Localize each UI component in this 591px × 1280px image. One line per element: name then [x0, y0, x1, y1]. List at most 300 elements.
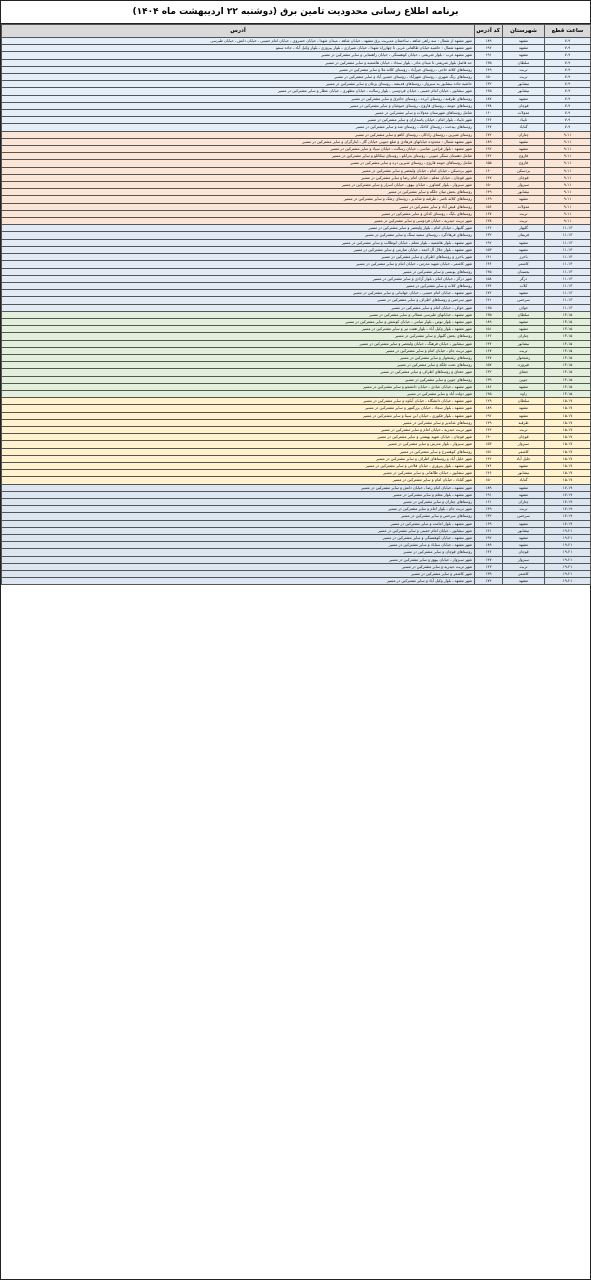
- cell-address: شهر نیشابور ـ خیابان فرهنگ ـ خیابان ولیعصر و سایر مشترکین در مسیر: [2, 340, 475, 347]
- cell-city: بردسکن: [503, 167, 545, 174]
- cell-address: شهر مشهد ـ بلوار جلال آل احمد ـ خیابان صارمی و سایر مشترکین در مسیر: [2, 246, 475, 253]
- table-row: [2, 448, 591, 455]
- cell-time: ۹-۱۱: [545, 153, 591, 160]
- cell-city: مشهد: [503, 290, 545, 297]
- table-row: [2, 462, 591, 469]
- cell-code: ۱۳۹: [475, 571, 503, 578]
- cell-address: شهر تربت حیدریه و سایر مشترکین در مسیر: [2, 563, 475, 570]
- cell-address: روستاهای چناران و سایر مشترکین در مسیر: [2, 499, 475, 506]
- cell-code: ۱۴۱: [475, 297, 503, 304]
- cell-time: ۱۱-۱۳: [545, 290, 591, 297]
- cell-code: ۱۶۰: [475, 167, 503, 174]
- cell-address: روستاهای بخش گلبهار و سایر مشترکین در مسیر: [2, 333, 475, 340]
- table-row: [2, 138, 591, 145]
- table-row: [2, 66, 591, 73]
- table-row: [2, 153, 591, 160]
- cell-time: ۷-۹: [545, 124, 591, 131]
- cell-code: ۱۴۲: [475, 455, 503, 462]
- cell-address: روستاهای کلاته ناصر ـ طرقبه و شاندیز ـ روستای زشک و سایر مشترکین در مسیر: [2, 196, 475, 203]
- cell-time: ۱۱-۱۳: [545, 254, 591, 261]
- cell-address: شهر بردسکن ـ خیابان امام ـ خیابان ولیعصر و سایر مشترکین در مسیر: [2, 167, 475, 174]
- table-row: [2, 210, 591, 217]
- cell-address: حد فاصل بلوار شریعتی تا میدان مادر ـ بلوار سجاد ـ خیابان هاشمیه و سایر مشترکین در مسیر: [2, 59, 475, 66]
- cell-code: ۱۴۵: [475, 390, 503, 397]
- cell-code: ۱۶۰: [475, 110, 503, 117]
- cell-address: شهر مشهد ـ بلوار فکوری ـ خیابان ابن سینا و سایر مشترکین در مسیر: [2, 412, 475, 419]
- cell-address: شهر مشهد ـ خیابان کوهسنگی و سایر مشترکین در مسیر: [2, 535, 475, 542]
- cell-time: ۷-۹: [545, 88, 591, 95]
- cell-city: مه‌ولات: [503, 110, 545, 117]
- table-row: [2, 254, 591, 261]
- cell-city: مشهد: [503, 484, 545, 491]
- table-row: [2, 527, 591, 534]
- cell-time: ۹-۱۱: [545, 146, 591, 153]
- table-row: [2, 347, 591, 354]
- table-row: [2, 131, 591, 138]
- cell-code: ۱۶۹: [475, 196, 503, 203]
- cell-code: ۱۵۶: [475, 203, 503, 210]
- cell-city: چناران: [503, 333, 545, 340]
- cell-code: ۱۵۵: [475, 160, 503, 167]
- cell-city: گناباد: [503, 124, 545, 131]
- table-row: [2, 455, 591, 462]
- cell-city: مشهد: [503, 578, 545, 585]
- cell-address: شهر مشهد : بلوار فرامرز عباسی ـ خیابان رسالت ـ خیابان سپاد و سایر مشترکین در مسیر: [2, 146, 475, 153]
- table-header-row: [2, 25, 591, 38]
- cell-address: شهر مشهد ـ بلوار پیروزی ـ خیابان فلاحی و سایر مشترکین در مسیر: [2, 462, 475, 469]
- cell-city: تربت: [503, 218, 545, 225]
- cell-time: ۱۵-۱۷: [545, 398, 591, 405]
- cell-code: ۱۳۶: [475, 117, 503, 124]
- cell-address: حاشیه جاده نیشابور به سبزوار ـ روستاهای فدیشه ـ روستای بزغان و سایر مشترکین در مسیر: [2, 81, 475, 88]
- table-row: [2, 167, 591, 174]
- cell-address: شهر کاشمر و سایر مشترکین در مسیر: [2, 571, 475, 578]
- table-row: [2, 470, 591, 477]
- cell-address: شهر مشهد ـ خیابان سناباد و سایر مشترکین در مسیر: [2, 542, 475, 549]
- cell-city: رشتخوار: [503, 354, 545, 361]
- cell-address: شهر تربت جام ـ خیابان امام و سایر مشترکین در مسیر: [2, 347, 475, 354]
- cell-city: مشهد: [503, 405, 545, 412]
- cell-city: مشهد: [503, 326, 545, 333]
- cell-code: ۱۴۳: [475, 563, 503, 570]
- cell-code: ۱۳۸: [475, 218, 503, 225]
- table-row: [2, 225, 591, 232]
- cell-address: شهر مشهد از شمال : سه راهی شاهد ـ ساختمان مدیریت برق مشهد ـ خیابان شاهد ـ میدان شهدا ـ خیابان خسروی ـ خیابان امام خمینی ـ خیابان دانش ـ خیابان طبرسی: [2, 38, 475, 45]
- cell-city: مشهد: [503, 542, 545, 549]
- cell-city: فاروج: [503, 160, 545, 167]
- cell-code: ۱۳۸: [475, 102, 503, 109]
- cell-code: ۱۸۹: [475, 542, 503, 549]
- cell-address: روستاهای تخت جلگه و سایر مشترکین در مسیر: [2, 362, 475, 369]
- table-row: [2, 556, 591, 563]
- table-row: [2, 268, 591, 275]
- cell-address: شهر سبزوار ـ بلوار مدرس و سایر مشترکین در مسیر: [2, 441, 475, 448]
- cell-city: سرخس: [503, 513, 545, 520]
- cell-code: ۱۷۴: [475, 578, 503, 585]
- cell-city: زاوه: [503, 390, 545, 397]
- cell-city: باخرز: [503, 254, 545, 261]
- cell-code: ۱۷۲: [475, 131, 503, 138]
- cell-address: روستاهای بیدخت ـ روستای کاخک ـ روستای مند و سایر مشترکین در مسیر: [2, 124, 475, 131]
- cell-code: ۱۴۹: [475, 66, 503, 73]
- cell-code: ۱۸۶: [475, 383, 503, 390]
- outage-table: [1, 24, 591, 585]
- cell-address: شهر سبزوار ـ خیابان بیهق و سایر مشترکین در مسیر: [2, 556, 475, 563]
- cell-code: ۱۴۵: [475, 88, 503, 95]
- cell-city: تربت: [503, 66, 545, 73]
- cell-address: روستاهای طرقبه ـ روستای ابرده ـ روستای جاغرق و سایر مشترکین در مسیر: [2, 95, 475, 102]
- cell-time: ۱۵-۱۷: [545, 405, 591, 412]
- cell-city: سرخس: [503, 297, 545, 304]
- cell-time: ۱۱-۱۳: [545, 268, 591, 275]
- cell-city: خواف: [503, 304, 545, 311]
- cell-city: مشهد: [503, 246, 545, 253]
- cell-city: مشهد: [503, 95, 545, 102]
- cell-code: ۱۳۶: [475, 549, 503, 556]
- cell-address: روستای شیرین ـ روستای رادکان ـ روستای کاهو و سایر مشترکین در مسیر: [2, 131, 475, 138]
- table-row: [2, 333, 591, 340]
- cell-city: قوچان: [503, 549, 545, 556]
- cell-code: ۱۸۹: [475, 38, 503, 45]
- table-row: [2, 542, 591, 549]
- cell-city: نیشابور: [503, 189, 545, 196]
- cell-time: ۱۳-۱۵: [545, 369, 591, 376]
- cell-code: ۱۴۱: [475, 254, 503, 261]
- cell-code: ۱۳۲: [475, 232, 503, 239]
- table-row: [2, 95, 591, 102]
- cell-code: ۱۶۵: [475, 304, 503, 311]
- table-row: [2, 110, 591, 117]
- cell-address: شهر گلبهار ـ خیابان امام ـ بلوار ولیعصر و سایر مشترکین در مسیر: [2, 225, 475, 232]
- table-body: [2, 38, 591, 585]
- cell-code: ۱۶۱: [475, 499, 503, 506]
- table-row: [2, 239, 591, 246]
- cell-address: شهر مشهد شمال : محدوده خیابانهای فرهادی و ضلع جنوبی خیابان گاز ـ ایثارگران و سایر مشترکین در مسیر: [2, 138, 475, 145]
- cell-code: ۱۶۹: [475, 520, 503, 527]
- cell-address: روستاهای زنگ شهری ـ روستای شهرآباد ـ روستای حسین آباد و سایر مشترکین در مسیر: [2, 74, 475, 81]
- cell-address: شهر دولت آباد و سایر مشترکین در مسیر: [2, 390, 475, 397]
- cell-code: ۱۹۲: [475, 146, 503, 153]
- cell-time: ۱۳-۱۵: [545, 383, 591, 390]
- table-row: [2, 405, 591, 412]
- cell-time: ۱۵-۱۷: [545, 434, 591, 441]
- cell-time: ۱۵-۱۷: [545, 441, 591, 448]
- cell-code: ۱۹۱: [475, 52, 503, 59]
- cell-time: ۱۳-۱۵: [545, 390, 591, 397]
- cell-address: روستاهای بخش میان جلگه و سایر مشترکین در مسیر: [2, 189, 475, 196]
- table-row: [2, 362, 591, 369]
- cell-time: ۱۹-۲۱: [545, 556, 591, 563]
- cell-address: روستاهای کوهسرخ و سایر مشترکین در مسیر: [2, 448, 475, 455]
- cell-code: ۱۶۷: [475, 210, 503, 217]
- table-row: [2, 246, 591, 253]
- cell-city: فریمان: [503, 232, 545, 239]
- cell-city: فاروج: [503, 153, 545, 160]
- page-title: برنامه اطلاع رسانی محدودیت تامین برق (دوشنبه ۲۲ اردیبهشت ماه ۱۴۰۴): [1, 1, 590, 24]
- cell-time: ۱۳-۱۵: [545, 340, 591, 347]
- cell-address: شهر تربت جام ـ بلوار امام و سایر مشترکین در مسیر: [2, 506, 475, 513]
- cell-city: مشهد: [503, 383, 545, 390]
- table-row: [2, 412, 591, 419]
- cell-time: ۱۳-۱۵: [545, 333, 591, 340]
- cell-address: روستاهای جوین و سایر مشترکین در مسیر: [2, 376, 475, 383]
- cell-time: ۱۹-۲۱: [545, 535, 591, 542]
- cell-city: مشهد: [503, 462, 545, 469]
- cell-address: روستاهای بایگ ـ روستای کدکن و سایر مشترکین در مسیر: [2, 210, 475, 217]
- cell-city: مشهد: [503, 412, 545, 419]
- cell-city: کاشمر: [503, 448, 545, 455]
- cell-city: درگز: [503, 275, 545, 282]
- cell-city: سلطان: [503, 311, 545, 318]
- cell-time: ۹-۱۱: [545, 138, 591, 145]
- cell-city: تربت: [503, 426, 545, 433]
- table-row: [2, 398, 591, 405]
- cell-address: روستاهای فرهادگرد ـ روستای سفید سنگ و سایر مشترکین در مسیر: [2, 232, 475, 239]
- table-row: [2, 506, 591, 513]
- cell-time: ۹-۱۱: [545, 189, 591, 196]
- cell-city: تربت: [503, 563, 545, 570]
- cell-code: ۱۳۲: [475, 369, 503, 376]
- cell-city: کاشمر: [503, 571, 545, 578]
- cell-time: ۱۳-۱۵: [545, 318, 591, 325]
- cell-address: شهر مشهد ـ خیابان دانشگاه ـ خیابان آبکوه و سایر مشترکین در مسیر: [2, 398, 475, 405]
- cell-city: چناران: [503, 131, 545, 138]
- cell-time: ۷-۹: [545, 81, 591, 88]
- cell-city: تایباد: [503, 117, 545, 124]
- cell-code: ۱۸۷: [475, 95, 503, 102]
- table-row: [2, 354, 591, 361]
- cell-time: ۱۱-۱۳: [545, 282, 591, 289]
- cell-time: ۱۹-۲۱: [545, 563, 591, 570]
- cell-time: ۱۹-۲۱: [545, 578, 591, 585]
- cell-address: شامل دهستان سنگر جنوبی ـ روستای بدرانلو ـ روستای تیتکانلو و سایر مشترکین در مسیر: [2, 153, 475, 160]
- cell-city: سبزوار: [503, 182, 545, 189]
- table-row: [2, 318, 591, 325]
- cell-code: ۱۴۹: [475, 189, 503, 196]
- cell-address: شهر جغتای و روستاهای اطراف و سایر مشترکین در مسیر: [2, 369, 475, 376]
- cell-time: ۱۷-۱۹: [545, 513, 591, 520]
- table-row: [2, 491, 591, 498]
- table-row: [2, 441, 591, 448]
- cell-address: شهر قوچان ـ خیابان معلم ـ خیابان امام رضا و سایر مشترکین در مسیر: [2, 174, 475, 181]
- cell-address: روستاهای سرخس و سایر مشترکین در مسیر: [2, 513, 475, 520]
- cell-code: ۱۴۰: [475, 434, 503, 441]
- cell-city: گناباد: [503, 477, 545, 484]
- table-row: [2, 563, 591, 570]
- cell-city: سلطان: [503, 59, 545, 66]
- table-row: [2, 340, 591, 347]
- cell-address: شهر خواف ـ خیابان امام و سایر مشترکین در مسیر: [2, 304, 475, 311]
- cell-code: ۱۴۱: [475, 527, 503, 534]
- cell-code: ۱۴۹: [475, 419, 503, 426]
- cell-time: ۹-۱۱: [545, 167, 591, 174]
- cell-code: ۱۳۵: [475, 59, 503, 66]
- cell-city: کاشمر: [503, 261, 545, 268]
- cell-time: ۱۱-۱۳: [545, 239, 591, 246]
- cell-time: ۹-۱۱: [545, 160, 591, 167]
- cell-address: شهر سبزوار ـ بلوار کشاورز ـ خیابان بیهق ـ خیابان اسرار و سایر مشترکین در مسیر: [2, 182, 475, 189]
- table-row: [2, 383, 591, 390]
- cell-address: شهر مشهد ـ بلوار سجاد ـ خیابان بزرگمهر و سایر مشترکین در مسیر: [2, 405, 475, 412]
- cell-code: ۱۹۲: [475, 535, 503, 542]
- cell-city: چناران: [503, 499, 545, 506]
- cell-address: روستاهای یونسی و سایر مشترکین در مسیر: [2, 268, 475, 275]
- cell-time: ۱۷-۱۹: [545, 520, 591, 527]
- cell-code: ۱۵۰: [475, 74, 503, 81]
- table-row: [2, 74, 591, 81]
- cell-address: شهر تایباد ـ بلوار امام ـ خیابان پاسداران و سایر مشترکین در مسیر: [2, 117, 475, 124]
- cell-time: ۱۱-۱۳: [545, 261, 591, 268]
- header-code: کد آدرس: [475, 25, 503, 38]
- cell-code: ۱۶۷: [475, 347, 503, 354]
- cell-address: شهر گناباد ـ خیابان امام و سایر مشترکین در مسیر: [2, 477, 475, 484]
- cell-address: شهر مشهد ـ بلوار وکیل آباد و سایر مشترکین در مسیر: [2, 578, 475, 585]
- cell-time: ۱۳-۱۵: [545, 326, 591, 333]
- cell-address: روستاهای فیض آباد و سایر مشترکین در مسیر: [2, 203, 475, 210]
- cell-city: مشهد: [503, 52, 545, 59]
- cell-address: شهر تربت حیدریه ـ خیابان امام و سایر مشترکین در مسیر: [2, 426, 475, 433]
- cell-address: روستاهای رشتخوار و سایر مشترکین در مسیر: [2, 354, 475, 361]
- cell-address: روستاهای قوچان و سایر مشترکین در مسیر: [2, 549, 475, 556]
- cell-time: ۱۵-۱۷: [545, 470, 591, 477]
- table-row: [2, 117, 591, 124]
- table-row: [2, 203, 591, 210]
- cell-time: ۱۳-۱۵: [545, 354, 591, 361]
- cell-city: کلات: [503, 282, 545, 289]
- cell-time: ۱۹-۲۱: [545, 542, 591, 549]
- cell-code: ۱۵۱: [475, 448, 503, 455]
- table-row: [2, 88, 591, 95]
- cell-code: ۱۸۹: [475, 405, 503, 412]
- table-row: [2, 311, 591, 318]
- cell-address: روستاهای کلاته حاجی ـ روستای خیرآباد ـ روستای کلاته ملا و سایر مشترکین در مسیر: [2, 66, 475, 73]
- cell-time: ۷-۹: [545, 110, 591, 117]
- cell-code: ۱۳۹: [475, 376, 503, 383]
- cell-code: ۱۴۶: [475, 470, 503, 477]
- cell-address: شهر قوچان ـ خیابان شهید بهشتی و سایر مشترکین در مسیر: [2, 434, 475, 441]
- table-row: [2, 189, 591, 196]
- cell-code: ۱۳۶: [475, 426, 503, 433]
- cell-code: ۱۴۵: [475, 268, 503, 275]
- cell-code: ۱۶۲: [475, 225, 503, 232]
- header-address: آدرس: [2, 25, 475, 38]
- cell-time: ۱۱-۱۳: [545, 297, 591, 304]
- header-time: ساعت قطع: [545, 25, 591, 38]
- cell-address: شهر مشهد شمال : حاشیه خیابان طالقانی غربی تا چهارراه شهدا ـ خیابان شیرازی ـ بلوار پیروزی ـ بلوار وکیل آباد ـ جاده سنتو: [2, 45, 475, 52]
- cell-city: نیشابور: [503, 88, 545, 95]
- cell-city: مه‌ولات: [503, 203, 545, 210]
- cell-address: شهر باخرز و روستاهای اطراف و سایر مشترکین در مسیر: [2, 254, 475, 261]
- cell-time: ۷-۹: [545, 102, 591, 109]
- cell-time: ۱۳-۱۵: [545, 362, 591, 369]
- cell-address: شهر خلیل آباد و روستاهای اطراف و سایر مشترکین در مسیر: [2, 455, 475, 462]
- cell-city: مشهد: [503, 491, 545, 498]
- cell-time: ۷-۹: [545, 66, 591, 73]
- table-row: [2, 390, 591, 397]
- table-row: [2, 419, 591, 426]
- table-row: [2, 376, 591, 383]
- cell-time: ۱۳-۱۵: [545, 347, 591, 354]
- cell-city: سلطان: [503, 398, 545, 405]
- cell-code: ۱۵۷: [475, 362, 503, 369]
- cell-time: ۷-۹: [545, 74, 591, 81]
- cell-city: جوین: [503, 376, 545, 383]
- table-row: [2, 499, 591, 506]
- cell-code: ۱۴۷: [475, 174, 503, 181]
- cell-city: نیشابور: [503, 527, 545, 534]
- cell-time: ۱۵-۱۷: [545, 412, 591, 419]
- cell-code: ۱۷۲: [475, 290, 503, 297]
- cell-address: شهر مشهد ـ بلوار معلم و سایر مشترکین در مسیر: [2, 491, 475, 498]
- cell-code: ۱۵۰: [475, 182, 503, 189]
- cell-time: ۱۹-۲۱: [545, 527, 591, 534]
- table-row: [2, 434, 591, 441]
- cell-time: ۹-۱۱: [545, 203, 591, 210]
- cell-city: گلبهار: [503, 225, 545, 232]
- cell-code: ۱۵۳: [475, 246, 503, 253]
- cell-time: ۷-۹: [545, 45, 591, 52]
- cell-city: مشهد: [503, 45, 545, 52]
- cell-city: مشهد: [503, 239, 545, 246]
- cell-code: ۱۴۷: [475, 354, 503, 361]
- cell-time: ۷-۹: [545, 38, 591, 45]
- cell-address: شهر نیشابور ـ خیابان طالقانی و سایر مشترکین در مسیر: [2, 470, 475, 477]
- table-row: [2, 520, 591, 527]
- cell-city: مشهد: [503, 196, 545, 203]
- cell-code: ۱۵۰: [475, 477, 503, 484]
- cell-address: شهر مشهد ـ خیابانهای طبرسی شمالی و سایر مشترکین در مسیر: [2, 311, 475, 318]
- cell-address: شهر مشهد ـ خیابان عبادی ـ خیابان دانشجو و سایر مشترکین در مسیر: [2, 383, 475, 390]
- table-row: [2, 369, 591, 376]
- cell-code: ۱۴۷: [475, 556, 503, 563]
- cell-code: ۱۴۹: [475, 506, 503, 513]
- table-row: [2, 426, 591, 433]
- cell-address: شهر مشهد ـ بلوار وکیل آباد ـ بلوار هفت تیر و سایر مشترکین در مسیر: [2, 326, 475, 333]
- table-row: [2, 290, 591, 297]
- cell-code: ۱۲۹: [475, 398, 503, 405]
- cell-address: شهر مشهد ـ خیابان امام رضا ـ خیابان دانش و سایر مشترکین در مسیر: [2, 484, 475, 491]
- table-row: [2, 297, 591, 304]
- cell-code: ۱۸۹: [475, 484, 503, 491]
- cell-time: ۷-۹: [545, 52, 591, 59]
- table-row: [2, 174, 591, 181]
- cell-time: ۱۵-۱۷: [545, 448, 591, 455]
- cell-time: ۱۷-۱۹: [545, 491, 591, 498]
- table-row: [2, 45, 591, 52]
- cell-city: قوچان: [503, 102, 545, 109]
- cell-time: ۱۳-۱۵: [545, 311, 591, 318]
- table-row: [2, 59, 591, 66]
- cell-time: ۹-۱۱: [545, 218, 591, 225]
- cell-code: ۱۷۶: [475, 462, 503, 469]
- table-row: [2, 282, 591, 289]
- table-row: [2, 549, 591, 556]
- cell-city: تربت: [503, 506, 545, 513]
- table-row: [2, 146, 591, 153]
- cell-city: تربت: [503, 210, 545, 217]
- cell-code: ۱۴۷: [475, 124, 503, 131]
- cell-time: ۹-۱۱: [545, 210, 591, 217]
- cell-code: ۱۸۹: [475, 138, 503, 145]
- table-row: [2, 196, 591, 203]
- cell-city: تربت: [503, 74, 545, 81]
- cell-time: ۱۵-۱۷: [545, 426, 591, 433]
- table-row: [2, 218, 591, 225]
- table-row: [2, 160, 591, 167]
- cell-code: ۱۳۵: [475, 311, 503, 318]
- cell-time: ۱۵-۱۷: [545, 462, 591, 469]
- cell-code: ۱۴۴: [475, 340, 503, 347]
